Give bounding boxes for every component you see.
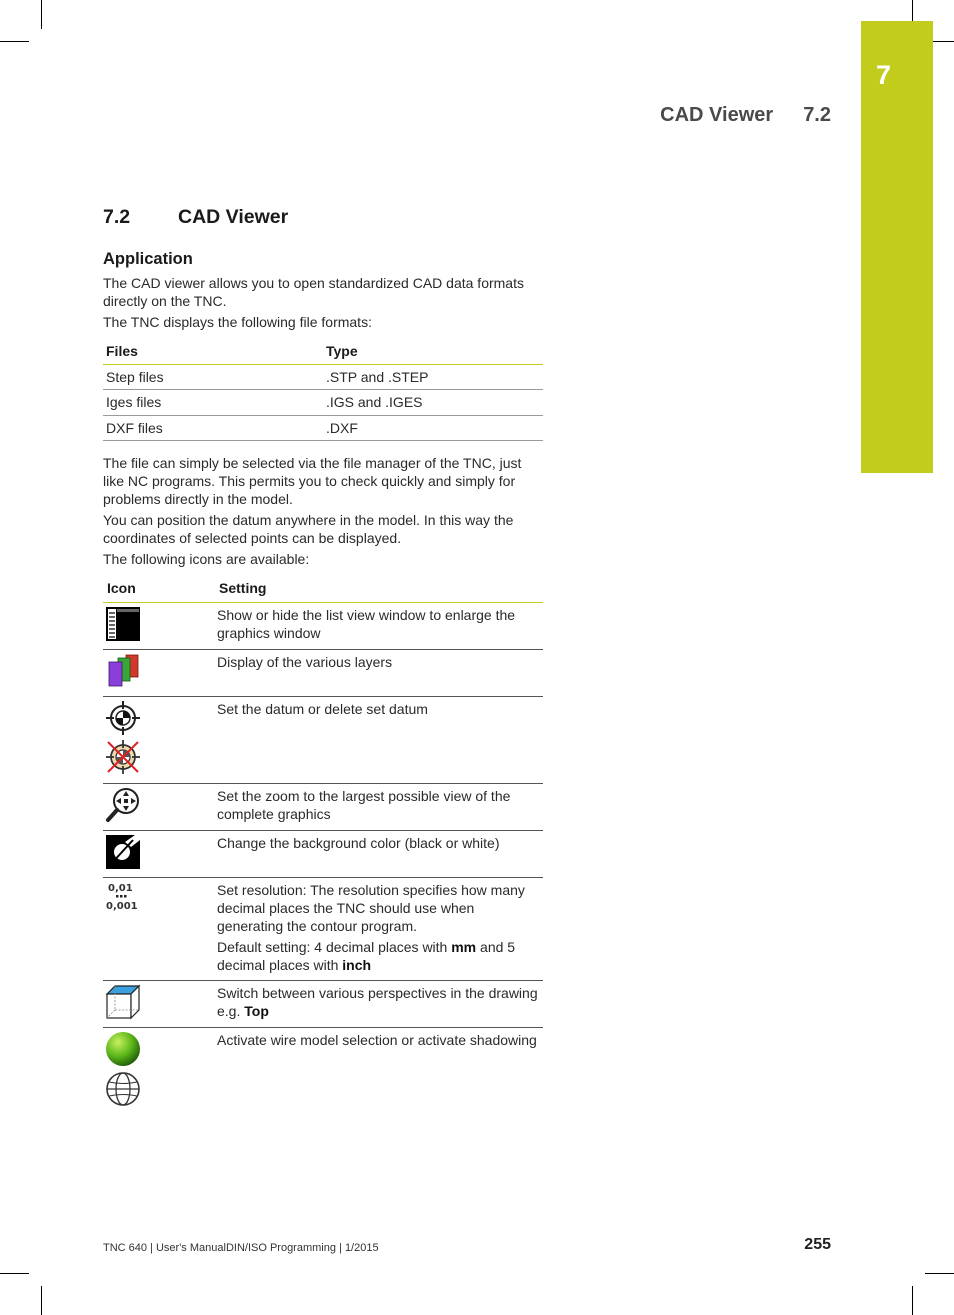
table-row xyxy=(103,696,543,783)
table-row xyxy=(103,602,543,649)
resolution-icon xyxy=(105,881,141,917)
delete-datum-icon xyxy=(105,739,141,775)
icon-cell xyxy=(103,877,215,980)
column-header-files: Files xyxy=(103,340,323,364)
formats-intro: The TNC displays the following file formats: xyxy=(103,314,372,330)
setting-text: Activate wire model selection or activate shadowing xyxy=(217,1031,537,1048)
default-inch: inch xyxy=(342,956,372,973)
setting-text: Change the background color (black or white) xyxy=(215,830,543,877)
crop-mark xyxy=(0,1273,29,1274)
list-view-icon xyxy=(105,606,141,642)
icons-table xyxy=(103,574,543,1115)
body-paragraph: You can position the datum anywhere in the model. In this way the coordinates of selected points can be displayed. xyxy=(103,512,514,546)
table-cell: Step files xyxy=(103,364,323,390)
footer-text: TNC 640 | User's ManualDIN/ISO Programming | 1/2015 xyxy=(103,1242,379,1254)
perspective-top: Top xyxy=(244,1002,269,1019)
crop-mark xyxy=(912,1286,913,1315)
set-datum-icon xyxy=(105,700,141,736)
setting-text: Show or hide the list view window to enlarge the graphics window xyxy=(215,602,543,649)
icon-cell xyxy=(103,602,215,649)
table-cell: .STP and .STEP xyxy=(323,364,543,390)
background-color-icon xyxy=(105,834,141,870)
icon-cell xyxy=(103,830,215,877)
table-row xyxy=(103,830,543,877)
layers-icon xyxy=(105,653,141,689)
default-prefix: Default setting: 4 decimal places with xyxy=(217,938,452,955)
section-title xyxy=(103,206,543,232)
running-head xyxy=(660,104,831,127)
setting-text: Set the zoom to the largest possible view of the complete graphics xyxy=(215,783,543,830)
default-mm: mm xyxy=(451,938,477,955)
table-row xyxy=(103,1027,543,1115)
icon-cell xyxy=(103,649,215,696)
page-content xyxy=(103,206,543,1115)
setting-text xyxy=(215,877,543,980)
table-row xyxy=(103,649,543,696)
subsection-title: Application xyxy=(103,250,193,268)
crop-mark xyxy=(925,1273,954,1274)
file-formats-table xyxy=(103,340,543,441)
resolution-label-coarse: 0,01 xyxy=(108,882,133,894)
running-head-title: CAD Viewer xyxy=(660,104,774,126)
default-mid: and 5 decimal places with xyxy=(217,938,516,973)
body-paragraph: The following icons are available: xyxy=(103,551,310,567)
zoom-fit-icon xyxy=(105,787,141,823)
chapter-tab xyxy=(861,21,933,473)
section-number: 7.2 xyxy=(103,206,131,228)
crop-mark xyxy=(0,41,29,42)
resolution-label-fine: 0,001 xyxy=(106,900,138,912)
chapter-number: 7 xyxy=(876,60,892,90)
table-row xyxy=(103,364,543,390)
icon-cell xyxy=(103,980,215,1027)
setting-text: Set the datum or delete set datum xyxy=(215,696,543,783)
wireframe-sphere-icon xyxy=(105,1071,141,1107)
icon-cell xyxy=(103,783,215,830)
section-title-text: CAD Viewer xyxy=(178,206,289,228)
table-cell: .IGS and .IGES xyxy=(323,390,543,416)
body-paragraph: The file can simply be selected via the file manager of the TNC, just like NC programs. This permits you to check quickly and simply for problems directly in the model. xyxy=(103,455,522,507)
perspective-cube-icon xyxy=(105,984,141,1020)
table-row xyxy=(103,877,543,980)
table-header-row xyxy=(103,574,543,602)
resolution-description: Set resolution: The resolution specifies how many decimal places the TNC should use when generating the contour program. xyxy=(217,881,525,934)
column-header-icon: Icon xyxy=(103,574,215,602)
crop-mark xyxy=(41,0,42,29)
page-number: 255 xyxy=(804,1236,831,1253)
table-cell: .DXF xyxy=(323,415,543,441)
setting-text xyxy=(215,980,543,1027)
crop-mark xyxy=(41,1286,42,1315)
table-cell: DXF files xyxy=(103,415,323,441)
table-row xyxy=(103,980,543,1027)
table-row xyxy=(103,415,543,441)
table-row xyxy=(103,783,543,830)
table-cell: Iges files xyxy=(103,390,323,416)
setting-text: Display of the various layers xyxy=(215,649,543,696)
column-header-type: Type xyxy=(323,340,543,364)
running-head-number: 7.2 xyxy=(803,104,831,126)
icon-cell xyxy=(103,696,215,783)
perspective-text: Switch between various perspectives in the drawing e.g. xyxy=(217,984,538,1019)
table-row xyxy=(103,390,543,416)
shaded-sphere-icon xyxy=(105,1031,141,1067)
column-header-setting: Setting xyxy=(215,574,543,602)
resolution-default xyxy=(217,938,541,974)
table-header-row xyxy=(103,340,543,364)
icon-cell xyxy=(103,1027,215,1115)
intro-paragraph: The CAD viewer allows you to open standardized CAD data formats directly on the TNC. xyxy=(103,275,524,309)
